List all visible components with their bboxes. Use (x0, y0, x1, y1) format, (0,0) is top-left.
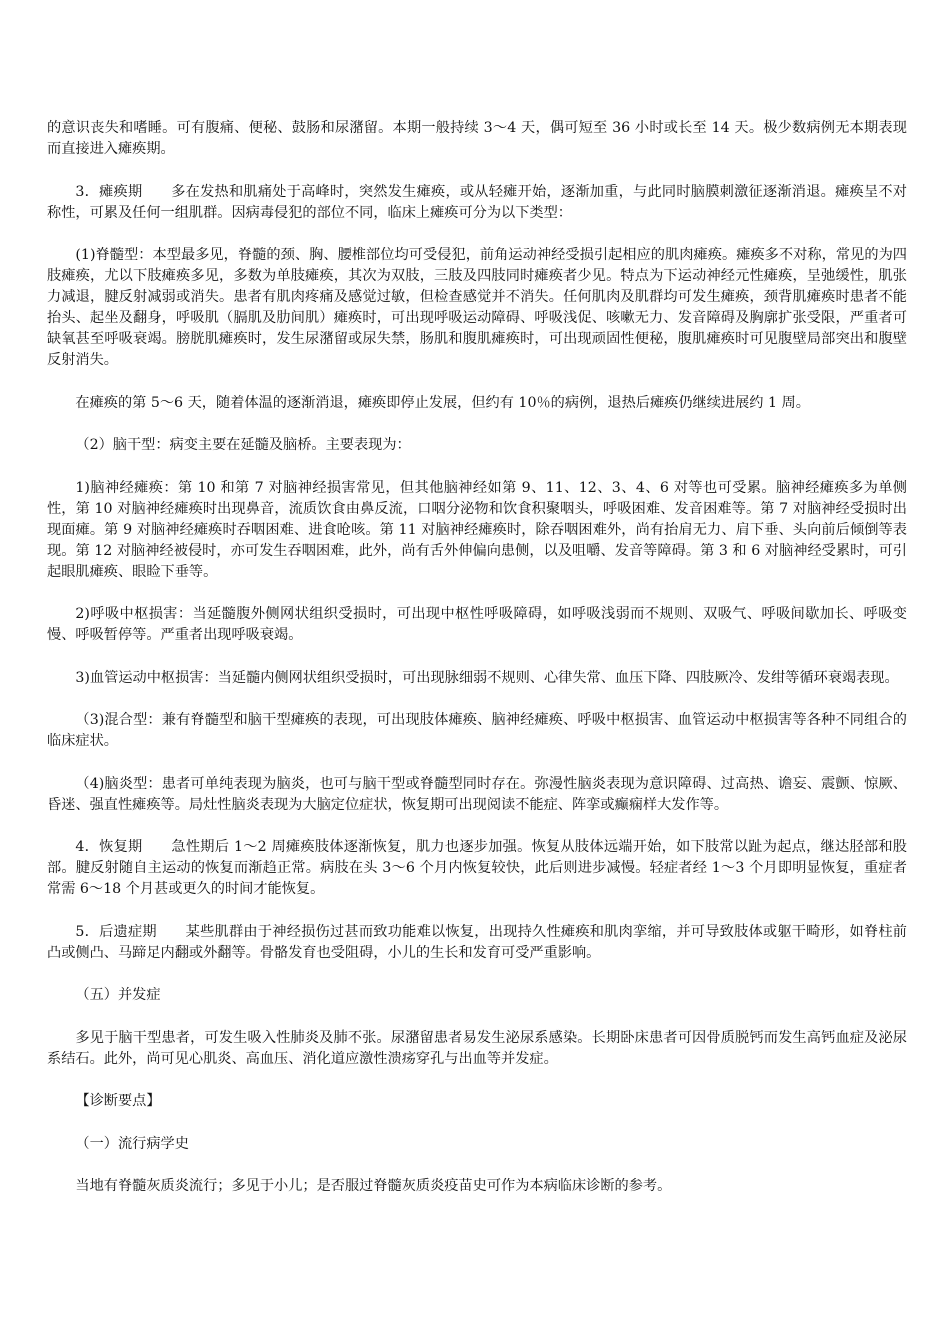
paragraph-epidemiology: 当地有脊髓灰质炎流行；多见于小儿；是否服过脊髓灰质炎疫苗史可作为本病临床诊断的参考。 (75, 1178, 672, 1194)
paragraph-prodromal-end: 的意识丧失和嗜睡。可有腹痛、便秘、鼓肠和尿潴留。本期一般持续 3～4 天，偶可短至 36 小时或长至 14 天。极少数病例无本期表现而直接进入瘫痪期。 (47, 120, 907, 157)
paragraph-vasomotor-center: 3)血管运动中枢损害：当延髓内侧网状组织受损时，可出现脉细弱不规则、心律失常、血压下降、四肢厥冷、发绀等循环衰竭表现。 (75, 669, 899, 686)
paragraph-recovery-stage: 4．恢复期 急性期后 1～2 周瘫痪肢体逐渐恢复，肌力也逐步加强。恢复从肢体远端开始，如下肢常以趾为起点，继达胫部和股部。腱反射随自主运动的恢复而渐趋正常。病肢在头 3～6 个月内恢复较快，此后则进步减慢。轻症者经 1～3 个月即明显恢复，重症者常需 6～18 个月甚或更久的时间才能恢复。 (47, 839, 907, 897)
paragraph-bulbar-type: （2）脑干型：病变主要在延髓及脑桥。主要表现为： (75, 437, 411, 453)
paragraph-cranial-nerve-paralysis: 1)脑神经瘫痪：第 10 和第 7 对脑神经损害常见，但其他脑神经如第 9、11、12、3、4、6 对等也可受累。脑神经瘫痪多为单侧性，第 10 对脑神经瘫痪时出现鼻音，流质饮食由鼻反流，口咽分泌物和饮食积聚咽头，呼吸困难、发音困难等。第 7 对脑神经受损时出现面瘫。第 9 对脑神经瘫痪时吞咽困难、进食呛咳。第 11 对脑神经瘫痪时，除吞咽困难外，尚有抬肩无力、肩下垂、头向前后倾倒等表现。第 12 对脑神经被侵时，亦可发生吞咽困难，此外，尚有舌外伸偏向患侧，以及咀嚼、发音等障碍。第 3 和 6 对脑神经受累时，可引起眼肌瘫痪、眼睑下垂等。 (47, 479, 907, 580)
section-heading-epidemiology: （一）流行病学史 (75, 1135, 189, 1152)
paragraph-encephalitis-type: （4)脑炎型：患者可单纯表现为脑炎，也可与脑干型或脊髓型同时存在。弥漫性脑炎表现为意识障碍、过高热、谵妄、震颤、惊厥、昏迷、强直性瘫痪等。局灶性脑炎表现为大脑定位症状，恢复期可出现阅读不能症、阵挛或癫痫样大发作等。 (47, 775, 907, 813)
paragraph-respiratory-center: 2)呼吸中枢损害：当延髓腹外侧网状组织受损时，可出现中枢性呼吸障碍，如呼吸浅弱而不规则、双吸气、呼吸间歇加长、呼吸变慢、呼吸暂停等。严重者出现呼吸衰竭。 (47, 606, 907, 643)
paragraph-spinal-type: (1)脊髓型：本型最多见，脊髓的颈、胸、腰椎部位均可受侵犯，前角运动神经受损引起相应的肌肉瘫痪。瘫痪多不对称，常见的为四肢瘫痪，尤以下肢瘫痪多见，多数为单肢瘫痪，其次为双肢，三肢及四肢同时瘫痪者少见。特点为下运动神经元性瘫痪，呈弛缓性，肌张力减退，腱反射减弱或消失。患者有肌肉疼痛及感觉过敏，但检查感觉并不消失。任何肌肉及肌群均可发生瘫痪，颈背肌瘫痪时患者不能抬头、起坐及翻身，呼吸肌（膈肌及肋间肌）瘫痪时，可出现呼吸运动障碍、呼吸浅促、咳嗽无力、发音障碍及胸廓扩张受限，严重者可缺氧甚至呼吸衰竭。膀胱肌瘫痪时，发生尿潴留或尿失禁，肠肌和腹肌瘫痪时，可出现顽固性便秘，腹肌瘫痪时可见腹壁局部突出和腹壁反射消失。 (47, 247, 907, 368)
section-heading-diagnosis: 【诊断要点】 (75, 1093, 161, 1109)
paragraph-complications: 多见于脑干型患者，可发生吸入性肺炎及肺不张。尿潴留患者易发生泌尿系感染。长期卧床患者可因骨质脱钙而发生高钙血症及泌尿系结石。此外，尚可见心肌炎、高血压、消化道应激性溃疡穿孔与出血等并发症。 (47, 1029, 907, 1067)
document-page (47, 118, 907, 1219)
paragraph-sequelae-stage: 5．后遗症期 某些肌群由于神经损伤过甚而致功能难以恢复，出现持久性瘫痪和肌肉挛缩，并可导致肢体或躯干畸形，如脊柱前凸或侧凸、马蹄足内翻或外翻等。骨骼发育也受阻碍，小儿的生长和发育可受严重影响。 (47, 923, 907, 961)
paragraph-mixed-type: （3)混合型：兼有脊髓型和脑干型瘫痪的表现，可出现肢体瘫痪、脑神经瘫痪、呼吸中枢损害、血管运动中枢损害等各种不同组合的临床症状。 (47, 712, 907, 749)
section-heading-complications: （五）并发症 (75, 987, 161, 1003)
paragraph-paralytic-stage: 3．瘫痪期 多在发热和肌痛处于高峰时，突然发生瘫痪，或从轻瘫开始，逐渐加重，与此同时脑膜刺激征逐渐消退。瘫痪呈不对称性，可累及任何一组肌群。因病毒侵犯的部位不同，临床上瘫痪可分为以下类型： (47, 183, 907, 221)
paragraph-paralysis-progression: 在瘫痪的第 5～6 天，随着体温的逐渐消退，瘫痪即停止发展，但约有 10％的病例，退热后瘫痪仍继续进展约 1 周。 (75, 394, 810, 411)
